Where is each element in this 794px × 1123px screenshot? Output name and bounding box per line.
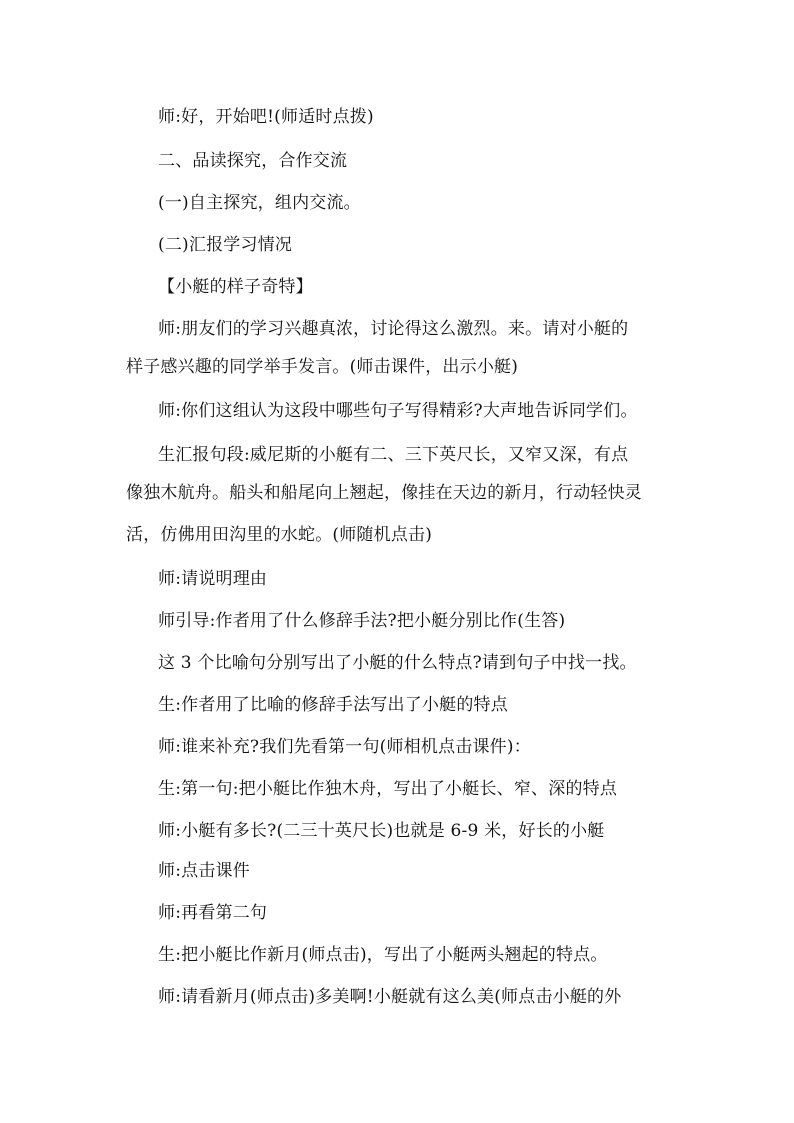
subsection-heading: (二)汇报学习情况: [158, 235, 293, 255]
paragraph-line: 样子感兴趣的同学举手发言。(师击课件，出示小艇): [126, 357, 519, 377]
paragraph-line: 生:把小艇比作新月(师点击)，写出了小艇两头翘起的特点。: [158, 945, 608, 965]
paragraph-line: 生:第一句:把小艇比作独木舟，写出了小艇长、窄、深的特点: [158, 779, 618, 799]
section-heading: 二、品读探究，合作交流: [158, 151, 348, 171]
paragraph-line: 生汇报句段:威尼斯的小艇有二、三下英尺长，又窄又深，有点: [158, 445, 629, 465]
paragraph-line: 师引导:作者用了什么修辞手法?把小艇分别比作(生答): [158, 611, 566, 631]
paragraph-line: 像独木航舟。船头和船尾向上翘起，像挂在天边的新月，行动轻快灵: [126, 483, 642, 503]
paragraph-line: 师:请看新月(师点击)多美啊!小艇就有这么美(师点击小艇的外: [158, 987, 622, 1007]
paragraph-line: 活，仿佛用田沟里的水蛇。(师随机点击): [126, 525, 433, 545]
paragraph-line: 这 3 个比喻句分别写出了小艇的什么特点?请到句子中找一找。: [158, 653, 637, 673]
paragraph-line: 生:作者用了比喻的修辞手法写出了小艇的特点: [158, 695, 508, 715]
paragraph-line: 师:请说明理由: [158, 569, 268, 589]
paragraph-line: 师:小艇有多长?(二三十英尺长)也就是 6-9 米，好长的小艇: [158, 821, 605, 841]
paragraph-line: 师:好，开始吧!(师适时点拨): [158, 107, 374, 127]
subsection-heading: (一)自主探究，组内交流。: [158, 193, 361, 213]
paragraph-line: 师:朋友们的学习兴趣真浓，讨论得这么激烈。来。请对小艇的: [158, 319, 629, 339]
topic-heading: 【小艇的样子奇特】: [158, 277, 313, 297]
paragraph-line: 师:你们这组认为这段中哪些句子写得精彩?大声地告诉同学们。: [158, 401, 638, 421]
paragraph-line: 师:点击课件: [158, 861, 250, 881]
paragraph-line: 师:再看第二句: [158, 903, 268, 923]
paragraph-line: 师:谁来补充?我们先看第一句(师相机点击课件)：: [158, 737, 531, 757]
